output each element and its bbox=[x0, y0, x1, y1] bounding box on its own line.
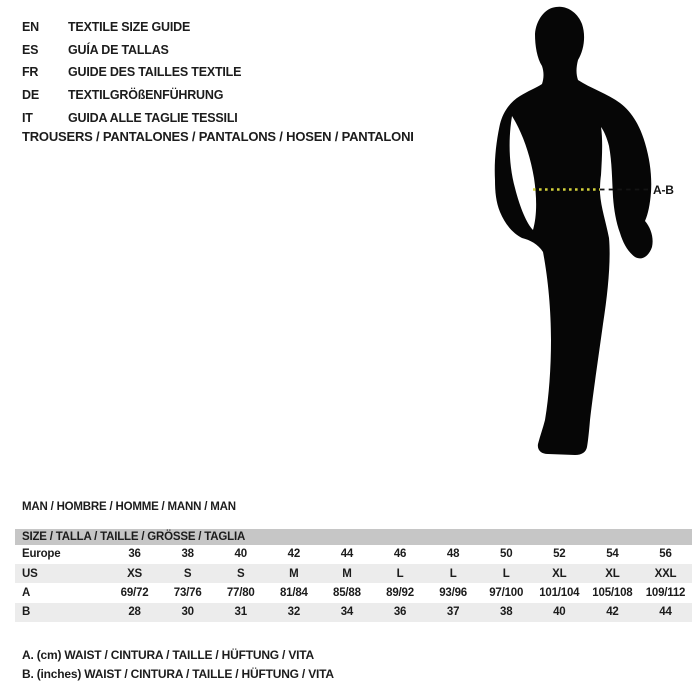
language-code: ES bbox=[22, 42, 39, 57]
size-cell: 36 bbox=[128, 548, 141, 561]
size-cell: 97/100 bbox=[489, 586, 524, 599]
size-cell: 48 bbox=[446, 548, 460, 561]
size-cell: 50 bbox=[500, 548, 513, 561]
section-title-man: MAN / HOMBRE / HOMME / MANN / MAN bbox=[22, 501, 236, 513]
figure-man bbox=[470, 0, 700, 470]
size-table bbox=[15, 529, 692, 622]
language-label: GUIDA ALLE TAGLIE TESSILI bbox=[68, 110, 238, 125]
size-table-row bbox=[15, 564, 692, 583]
size-cell: 46 bbox=[393, 548, 407, 561]
size-cell: L bbox=[502, 567, 510, 580]
size-table-body bbox=[15, 545, 692, 623]
size-cell: M bbox=[289, 567, 299, 580]
size-cell: 89/92 bbox=[386, 586, 414, 599]
size-cell: 54 bbox=[606, 548, 619, 561]
category-title: TROUSERS / PANTALONES / PANTALONS / HOSEN / PANTALONI bbox=[22, 129, 414, 144]
size-cell: 40 bbox=[553, 606, 566, 619]
language-guide-item bbox=[22, 84, 241, 107]
size-row-label: Europe bbox=[22, 548, 61, 561]
size-cell: 28 bbox=[128, 606, 141, 619]
size-cell: 101/104 bbox=[539, 586, 580, 599]
language-code: EN bbox=[22, 20, 39, 35]
size-cell: 38 bbox=[181, 548, 194, 561]
size-cell: 30 bbox=[181, 606, 194, 619]
size-cell: 42 bbox=[606, 606, 619, 619]
size-table-row bbox=[15, 583, 692, 602]
language-guide-item bbox=[22, 16, 241, 39]
size-cell: XL bbox=[605, 567, 620, 580]
size-cell: 77/80 bbox=[226, 586, 255, 599]
man-silhouette-shape bbox=[495, 7, 653, 455]
size-cell: 31 bbox=[234, 606, 247, 619]
size-cell: 37 bbox=[446, 606, 460, 619]
size-cell: S bbox=[236, 567, 245, 580]
size-cell: 85/88 bbox=[333, 586, 361, 599]
size-cell: 93/96 bbox=[439, 586, 467, 599]
size-cell: L bbox=[449, 567, 457, 580]
size-cell: S bbox=[183, 567, 192, 580]
size-cell: 34 bbox=[340, 606, 354, 619]
language-code: IT bbox=[22, 110, 33, 125]
language-label: GUÍA DE TALLAS bbox=[68, 42, 169, 57]
language-code: FR bbox=[22, 65, 39, 80]
size-cell: 73/76 bbox=[173, 586, 202, 599]
size-cell: 69/72 bbox=[120, 586, 149, 599]
size-row-label: B bbox=[22, 606, 31, 619]
language-guide-list bbox=[22, 16, 241, 129]
size-cell: 109/112 bbox=[645, 586, 686, 599]
language-guide-item bbox=[22, 61, 241, 84]
language-guide-item bbox=[22, 39, 241, 62]
size-cell: 42 bbox=[287, 548, 301, 561]
legend-line-a: A. (cm) WAIST / CINTURA / TAILLE / HÜFTUNG / VITA bbox=[22, 648, 314, 662]
size-cell: 44 bbox=[340, 548, 354, 561]
language-code: DE bbox=[22, 88, 39, 103]
size-cell: XXL bbox=[654, 567, 677, 580]
size-cell: 56 bbox=[659, 548, 672, 561]
size-row-label: A bbox=[22, 586, 31, 599]
man-silhouette bbox=[470, 0, 700, 470]
language-label: TEXTILE SIZE GUIDE bbox=[68, 20, 191, 35]
language-guide-item bbox=[22, 106, 241, 129]
size-table-header: SIZE / TALLA / TAILLE / GRÖSSE / TAGLIA bbox=[15, 529, 692, 545]
size-table-row bbox=[15, 545, 692, 564]
measure-legend bbox=[22, 646, 334, 683]
size-cell: XS bbox=[127, 567, 143, 580]
size-cell: 40 bbox=[234, 548, 247, 561]
language-label: GUIDE DES TAILLES TEXTILE bbox=[68, 65, 242, 80]
size-cell: M bbox=[342, 567, 352, 580]
legend-line-b: B. (inches) WAIST / CINTURA / TAILLE / HÜFTUNG / VITA bbox=[22, 666, 334, 681]
size-cell: 52 bbox=[553, 548, 566, 561]
size-row-label: US bbox=[22, 567, 38, 580]
size-cell: 105/108 bbox=[592, 586, 633, 599]
size-cell: 44 bbox=[659, 606, 672, 619]
size-cell: 81/84 bbox=[279, 586, 308, 599]
size-table-row bbox=[15, 603, 692, 622]
size-cell: 32 bbox=[287, 606, 301, 619]
size-cell: 38 bbox=[500, 606, 513, 619]
measure-label-ab: A-B bbox=[653, 183, 674, 197]
size-cell: 36 bbox=[393, 606, 407, 619]
size-cell: XL bbox=[552, 567, 567, 580]
language-label: TEXTILGRÖßENFÜHRUNG bbox=[68, 88, 224, 103]
size-cell: L bbox=[396, 567, 404, 580]
